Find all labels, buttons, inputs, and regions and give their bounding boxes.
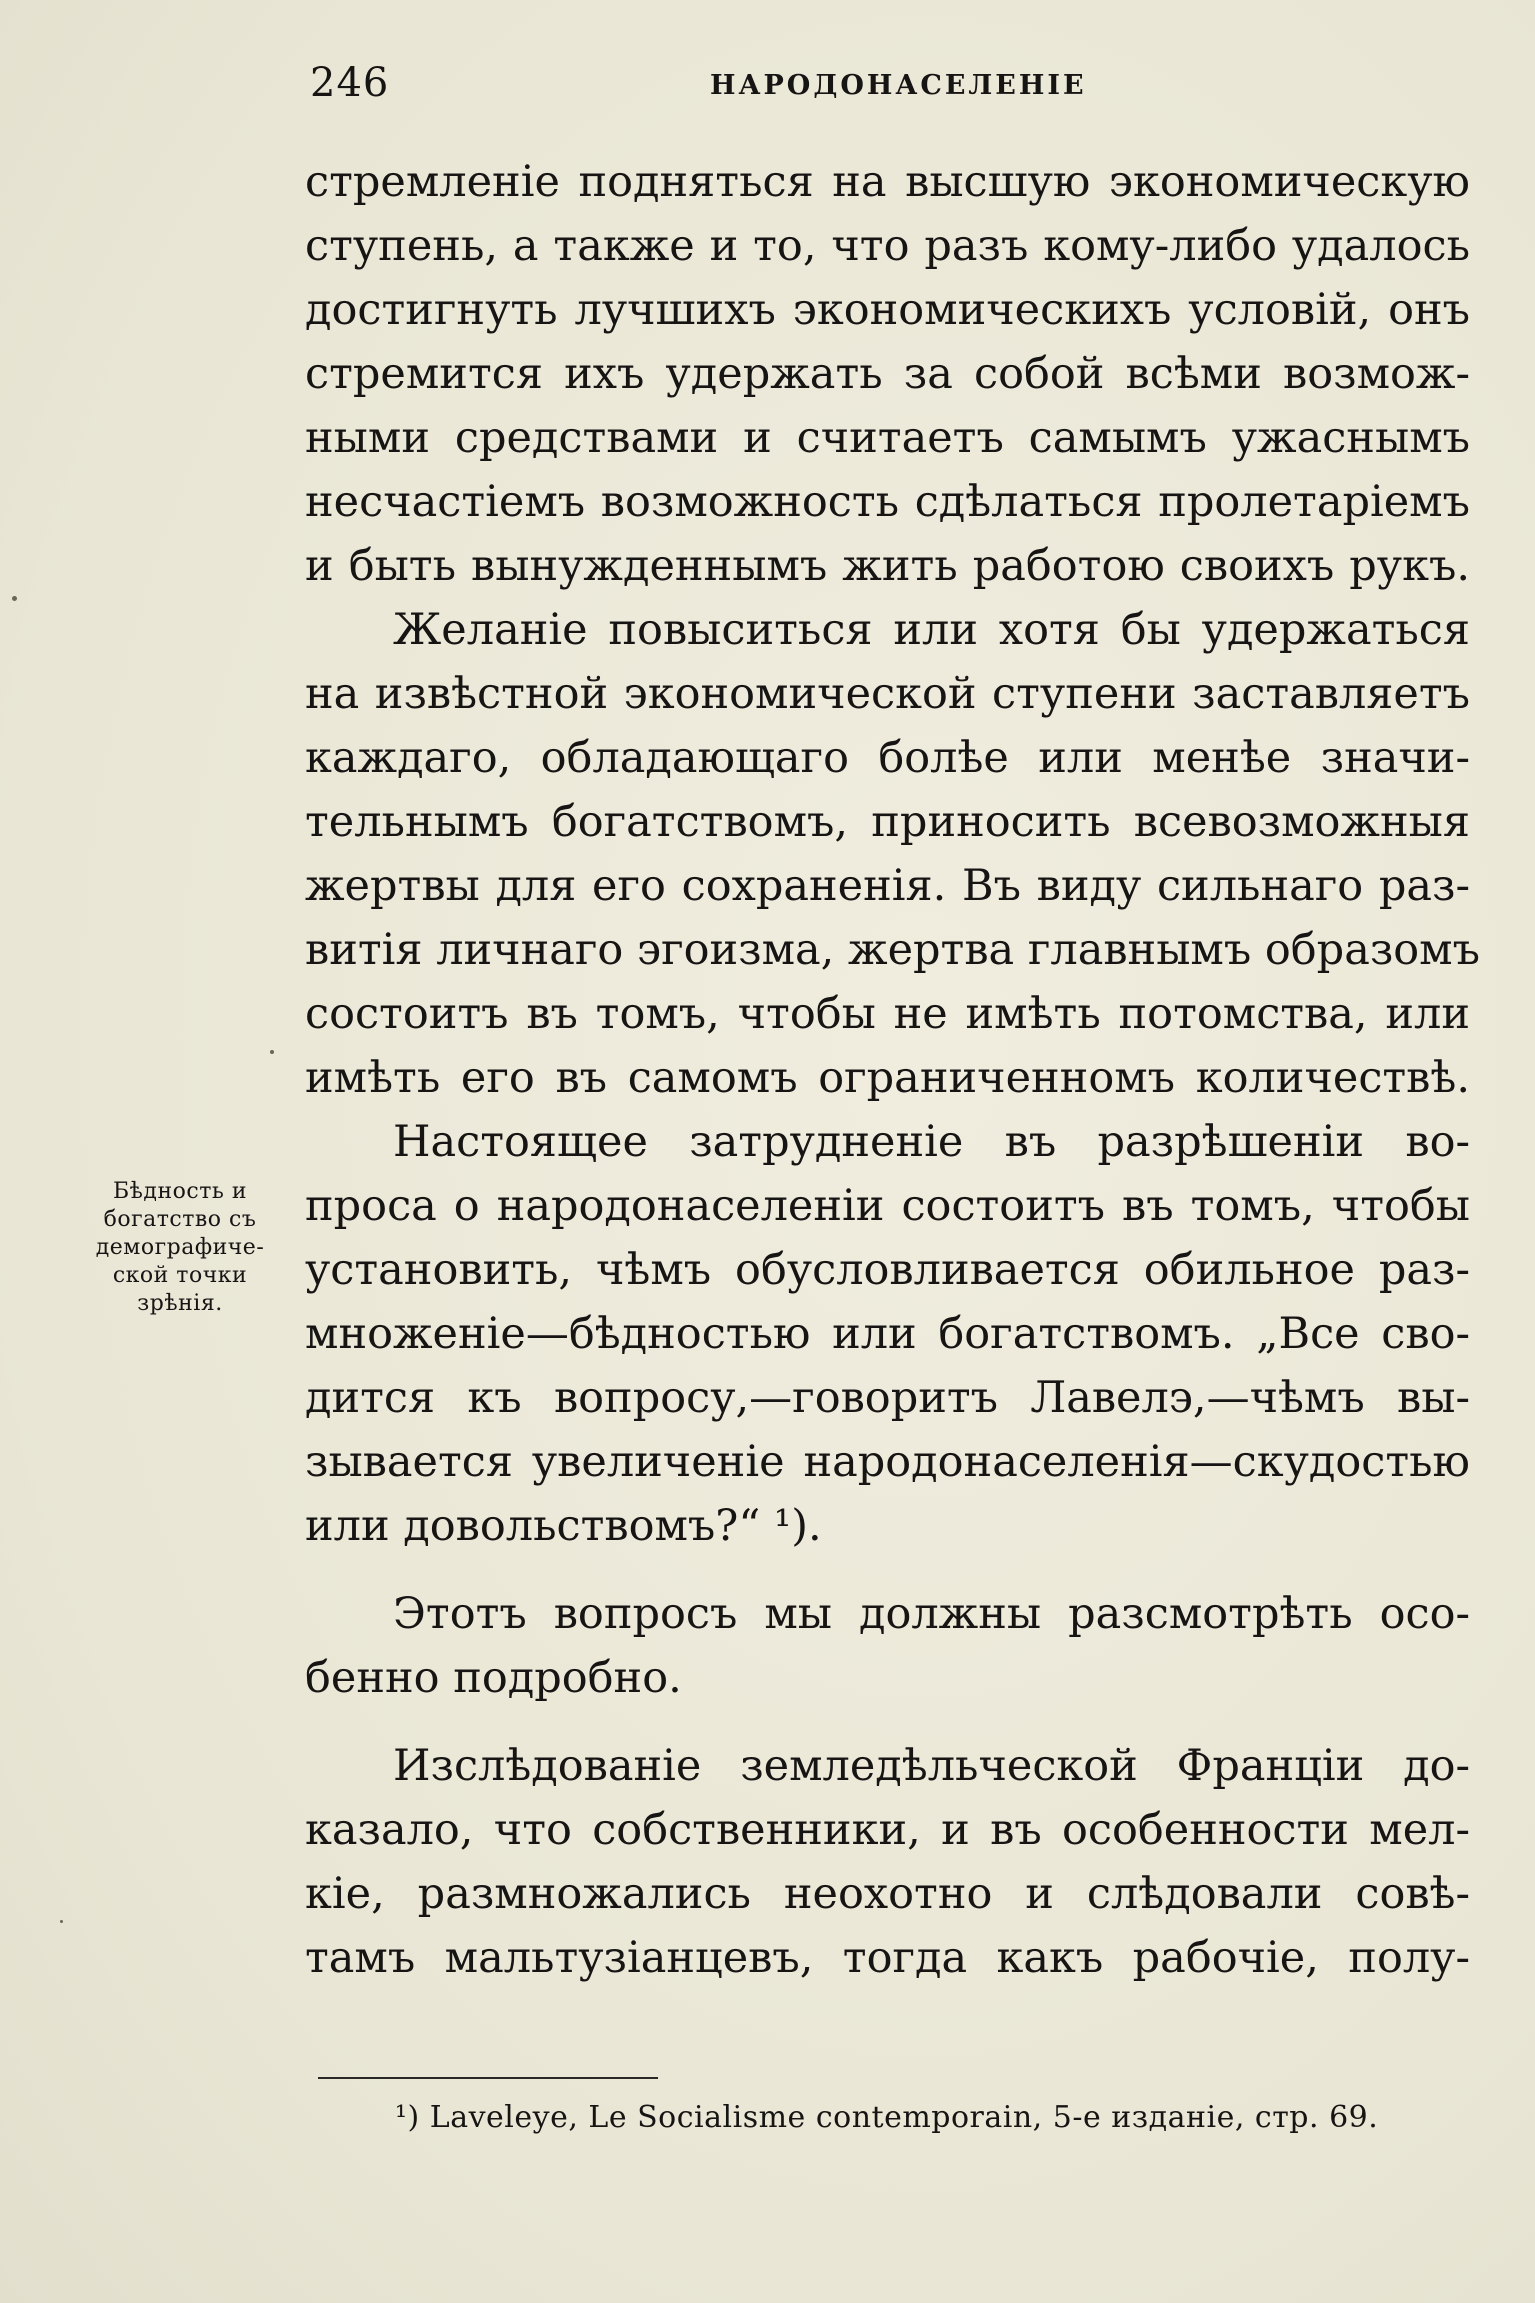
text-line: казало, что собственники, и въ особенности мел-: [305, 1805, 1470, 1855]
margin-note-line: Бѣдность и: [112, 1179, 247, 1204]
text-line: кіе, размножались неохотно и слѣдовали совѣ-: [305, 1869, 1470, 1919]
text-line: ступень, а также и то, что разъ кому-либо удалось: [305, 221, 1470, 271]
page-number: 246: [310, 60, 390, 106]
footnote: ¹) Laveleye, Le Socialisme contemporain, 5-е изданіе, стр. 69.: [395, 2100, 1379, 2135]
body-text: [305, 150, 1480, 1990]
text-line: на извѣстной экономической ступени заставляетъ: [305, 669, 1470, 719]
text-line: Этотъ вопросъ мы должны разсмотрѣть осо-: [393, 1589, 1470, 1639]
running-title: НАРОДОНАСЕЛЕНІЕ: [710, 70, 1087, 101]
text-line: дится къ вопросу,—говоритъ Лавелэ,—чѣмъ вы-: [305, 1373, 1470, 1423]
text-line: Настоящее затрудненіе въ разрѣшеніи во-: [393, 1117, 1470, 1167]
text-line: или довольствомъ?“ ¹).: [305, 1501, 822, 1551]
text-line: тельнымъ богатствомъ, приносить всевозможныя: [305, 797, 1470, 847]
text-line: установить, чѣмъ обусловливается обильное раз-: [305, 1245, 1470, 1295]
text-line: зывается увеличеніе народонаселенія—скудостью: [305, 1437, 1470, 1487]
margin-note-line: ской точки: [112, 1263, 248, 1288]
text-line: стремленіе подняться на высшую экономическую: [305, 157, 1470, 207]
text-line: Желаніе повыситься или хотя бы удержаться: [393, 605, 1470, 655]
text-line: каждаго, обладающаго болѣе или менѣе значи-: [305, 733, 1470, 783]
margin-note-line: демографиче-: [95, 1235, 265, 1260]
text-line: ными средствами и считаетъ самымъ ужаснымъ: [305, 413, 1470, 463]
paragraph: [305, 1110, 1470, 1558]
text-line: Изслѣдованіе земледѣльческой Франціи до-: [393, 1741, 1470, 1791]
text-line: стремится ихъ удержать за собой всѣми возмож-: [305, 349, 1470, 399]
margin-note: [60, 1178, 300, 1318]
text-line: и быть вынужденнымъ жить работою своихъ рукъ.: [305, 541, 1470, 591]
text-line: множеніе—бѣдностью или богатствомъ. „Все сво-: [305, 1309, 1470, 1359]
text-line: достигнуть лучшихъ экономическихъ условій, онъ: [305, 285, 1470, 335]
paragraph: [305, 1582, 1470, 1710]
paragraph: [305, 150, 1470, 598]
margin-note-line: зрѣнія.: [137, 1291, 223, 1316]
text-line: состоитъ въ томъ, чтобы не имѣть потомства, или: [305, 989, 1470, 1039]
paragraph: [305, 1734, 1470, 1990]
text-line: витія личнаго эгоизма, жертва главнымъ образомъ: [305, 925, 1480, 975]
text-line: проса о народонаселеніи состоитъ въ томъ, чтобы: [305, 1181, 1470, 1231]
paragraph-gap: [305, 1710, 1470, 1734]
text-line: жертвы для его сохраненія. Въ виду сильнаго раз-: [305, 861, 1470, 911]
text-line: бенно подробно.: [305, 1653, 682, 1703]
paper-speck: [270, 1050, 274, 1054]
text-line: имѣть его въ самомъ ограниченномъ количествѣ.: [305, 1053, 1470, 1103]
paragraph-gap: [305, 1558, 1470, 1582]
footnote-rule: [318, 2077, 658, 2079]
paragraph: [305, 598, 1480, 1110]
paper-speck: [12, 596, 17, 601]
text-line: тамъ мальтузіанцевъ, тогда какъ рабочіе, полу-: [305, 1933, 1470, 1983]
margin-note-line: богатство съ: [103, 1207, 257, 1232]
running-head: [310, 60, 1470, 120]
text-line: несчастіемъ возможность сдѣлаться пролетаріемъ: [305, 477, 1470, 527]
paper-speck: [60, 1920, 63, 1923]
